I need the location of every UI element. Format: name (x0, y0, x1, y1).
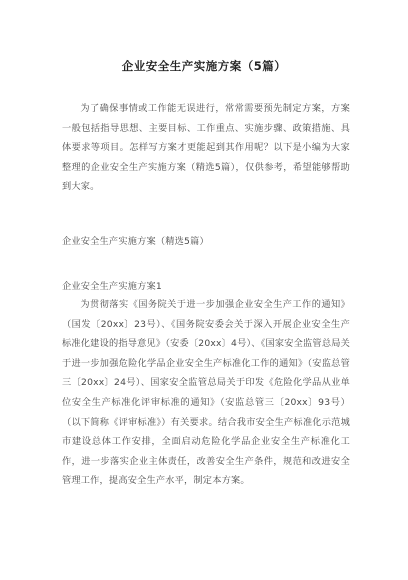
collection-heading: 企业安全生产实施方案（精选5篇） (62, 236, 209, 247)
document-title: 企业安全生产实施方案（5篇） (121, 59, 287, 73)
section-heading: 企业安全生产实施方案1 (62, 281, 162, 292)
intro-paragraph: 为了确保事情或工作能无误进行，常常需要预先制定方案，方案一般包括指导思想、主要目标、工作重点、实施步骤、政策措施、具体要求等项目。怎样写方案才更能起到其作用呢？以下是小编为大家整理的企业安全生产实施方案（精选5篇），仅供参考，希望能够帮助到大家。 (62, 103, 350, 192)
section-body-paragraph: 为贯彻落实《国务院关于进一步加强企业安全生产工作的通知》（国发〔20xx〕23号）、《国务院安委会关于深入开展企业安全生产标准化建设的指导意见》（安委〔20xx〕4号）、《国家安全监管总局关于进一步加强危险化学品企业安全生产标准化工作的通知》（安监总管三〔20xx〕24号）、国家安全监管总局关于印发《危险化学品从业单位安全生产标准化评审标准的通知》（安监总管三〔20xx〕93号）（以下简称《评审标准》）有关要求。结合我市安全生产标准化示范城市建设总体工作安排，全面启动危险化学品企业安全生产标准化工作，进一步落实企业主体责任，改善安全生产条件，规范和改进安全管理工作，提高安全生产水平，制定本方案。 (62, 299, 350, 487)
